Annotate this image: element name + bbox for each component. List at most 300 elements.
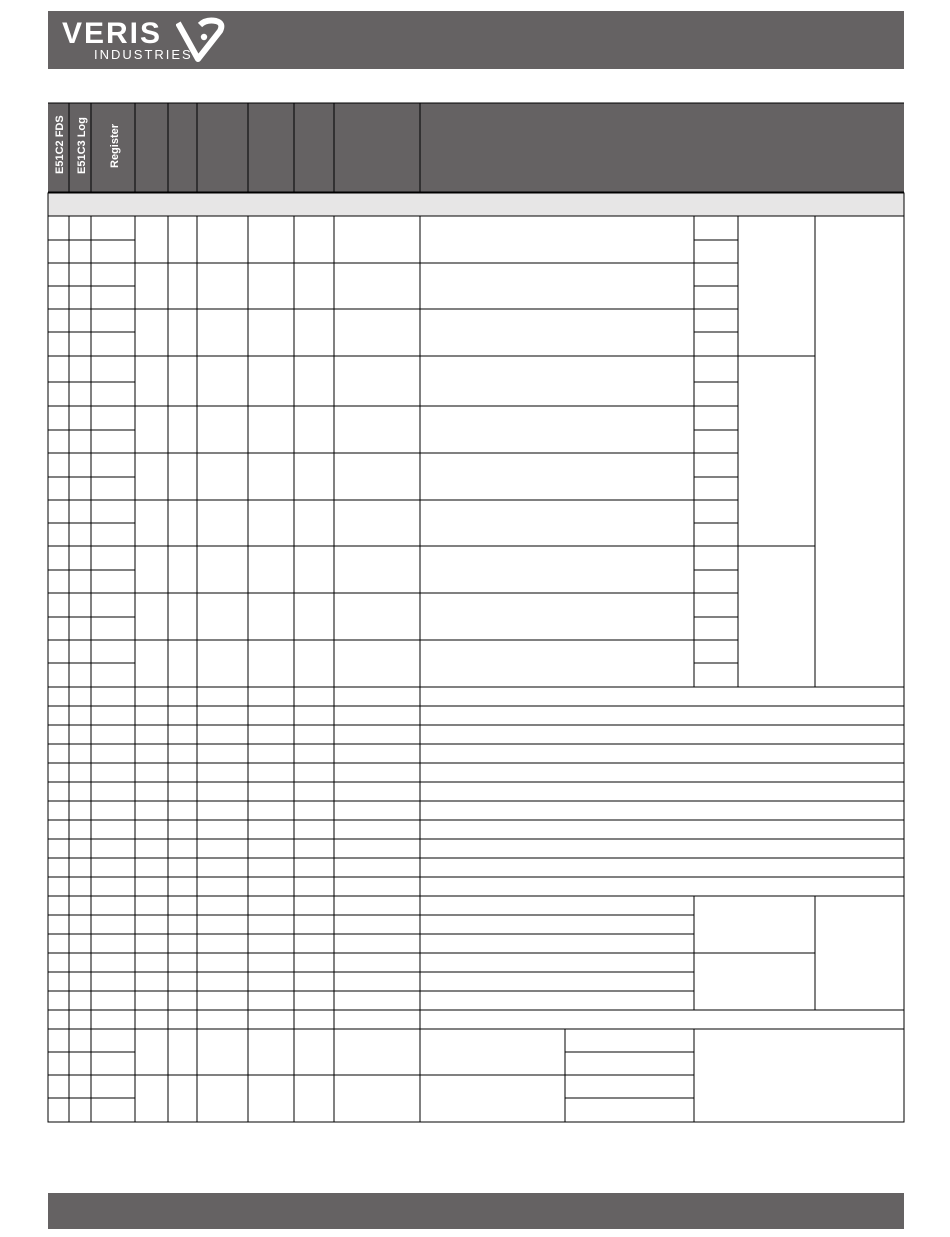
table-cell	[694, 523, 738, 546]
table-cell	[48, 915, 69, 934]
table-cell	[294, 801, 334, 820]
table-cell	[294, 991, 334, 1010]
table-cell	[69, 382, 91, 406]
table-cell	[48, 1010, 69, 1029]
table-cell	[69, 763, 91, 782]
table-cell	[334, 356, 420, 406]
group-cell	[694, 953, 815, 1010]
table-cell	[135, 406, 168, 453]
table-cell	[248, 1029, 294, 1075]
table-cell	[91, 687, 135, 706]
table-cell	[334, 972, 420, 991]
table-cell	[248, 406, 294, 453]
table-cell	[334, 801, 420, 820]
table-cell	[694, 453, 738, 477]
table-cell	[248, 453, 294, 500]
table-cell	[248, 839, 294, 858]
table-cell	[197, 896, 248, 915]
table-cell	[168, 1075, 197, 1122]
table-cell	[197, 356, 248, 406]
table-cell	[420, 216, 694, 263]
table-cell	[694, 430, 738, 453]
table-cell	[294, 972, 334, 991]
table-cell	[248, 953, 294, 972]
table-cell	[69, 953, 91, 972]
table-cell	[197, 801, 248, 820]
table-cell	[168, 263, 197, 309]
table-cell	[420, 406, 694, 453]
table-cell	[248, 782, 294, 801]
table-cell	[248, 500, 294, 546]
table-cell	[48, 593, 69, 617]
table-cell	[420, 500, 694, 546]
column-header-e51c2-fds: E51C2 FDS	[54, 115, 66, 174]
table-cell	[48, 877, 69, 896]
table-cell	[294, 725, 334, 744]
table-cell	[248, 991, 294, 1010]
table-cell	[168, 593, 197, 640]
table-cell	[69, 663, 91, 687]
table-cell	[91, 500, 135, 523]
table-cell	[168, 453, 197, 500]
table-cell	[168, 640, 197, 687]
table-cell	[69, 1052, 91, 1075]
table-cell	[135, 216, 168, 263]
table-cell	[48, 953, 69, 972]
table-cell	[334, 706, 420, 725]
table-cell	[420, 782, 904, 801]
table-cell	[197, 820, 248, 839]
table-cell	[197, 1029, 248, 1075]
table-cell	[48, 546, 69, 570]
table-cell	[197, 782, 248, 801]
table-cell	[294, 896, 334, 915]
table-cell	[248, 263, 294, 309]
table-cell	[694, 332, 738, 356]
table-cell	[91, 744, 135, 763]
table-cell	[334, 877, 420, 896]
table-cell	[168, 915, 197, 934]
table-cell	[135, 934, 168, 953]
table-cell	[294, 858, 334, 877]
table-cell	[69, 706, 91, 725]
table-cell	[91, 934, 135, 953]
table-cell	[135, 1010, 168, 1029]
table-cell	[420, 744, 904, 763]
table-cell	[48, 991, 69, 1010]
table-cell	[135, 546, 168, 593]
table-cell	[294, 839, 334, 858]
table-cell	[694, 617, 738, 640]
table-cell	[69, 877, 91, 896]
table-cell	[91, 286, 135, 309]
table-cell	[69, 453, 91, 477]
table-cell	[694, 216, 738, 240]
table-cell	[248, 896, 294, 915]
table-cell	[48, 725, 69, 744]
table-cell	[420, 839, 904, 858]
table-cell	[197, 744, 248, 763]
table-cell	[420, 972, 694, 991]
table-cell	[694, 406, 738, 430]
table-cell	[48, 763, 69, 782]
logo-subtitle: INDUSTRIES	[94, 47, 193, 62]
table-cell	[420, 1010, 904, 1029]
section-header-row	[48, 193, 904, 216]
table-cell	[420, 725, 904, 744]
table-cell	[48, 216, 69, 240]
table-cell	[197, 858, 248, 877]
table-cell	[197, 593, 248, 640]
table-cell	[91, 309, 135, 332]
group-cell	[694, 896, 815, 953]
table-cell	[420, 896, 694, 915]
table-cell	[334, 1075, 420, 1122]
table-cell	[248, 356, 294, 406]
table-cell	[334, 858, 420, 877]
table-cell	[168, 744, 197, 763]
table-cell	[69, 640, 91, 663]
table-cell	[135, 356, 168, 406]
header-labels	[54, 115, 121, 174]
table-cell	[248, 1010, 294, 1029]
table-cell	[197, 706, 248, 725]
table-cell	[248, 725, 294, 744]
table-cell	[48, 406, 69, 430]
table-cell	[248, 801, 294, 820]
table-cell	[197, 877, 248, 896]
table-cell	[294, 546, 334, 593]
table-cell	[168, 356, 197, 406]
table-cell	[135, 725, 168, 744]
table-cell	[694, 477, 738, 500]
table-cell	[91, 523, 135, 546]
table-cell	[694, 546, 738, 570]
table-cell	[334, 763, 420, 782]
table-cell	[91, 1075, 135, 1098]
table-cell	[91, 263, 135, 286]
table-cell	[91, 858, 135, 877]
table-cell	[694, 309, 738, 332]
table-cell	[91, 546, 135, 570]
table-cell	[48, 500, 69, 523]
table-cell	[694, 500, 738, 523]
table-cell	[334, 820, 420, 839]
table-cell	[135, 593, 168, 640]
table-cell	[69, 934, 91, 953]
table-cell	[197, 687, 248, 706]
table-cell	[69, 240, 91, 263]
table-cell	[69, 309, 91, 332]
table-cell	[565, 1029, 694, 1052]
table-cell	[91, 430, 135, 453]
table-cell	[69, 896, 91, 915]
table-cell	[565, 1052, 694, 1075]
table-cell	[420, 953, 694, 972]
table-cell	[420, 1075, 565, 1122]
table-cell	[91, 782, 135, 801]
group-cell	[815, 896, 904, 1010]
table-cell	[334, 406, 420, 453]
table-cell	[168, 839, 197, 858]
group-cell	[738, 546, 815, 687]
table-cell	[91, 663, 135, 687]
table-cell	[135, 706, 168, 725]
table-cell	[197, 934, 248, 953]
table-cell	[69, 430, 91, 453]
table-cell	[135, 972, 168, 991]
table-cell	[334, 934, 420, 953]
table-cell	[694, 593, 738, 617]
table-cell	[48, 309, 69, 332]
column-header-register: Register	[109, 123, 121, 168]
table-cell	[420, 820, 904, 839]
table-cell	[48, 744, 69, 763]
table-cell	[69, 523, 91, 546]
table-cell	[248, 877, 294, 896]
table-cell	[91, 406, 135, 430]
table-header-background	[48, 103, 904, 192]
table-cell	[294, 216, 334, 263]
table-cell	[135, 896, 168, 915]
table-cell	[91, 453, 135, 477]
table-cell	[48, 356, 69, 382]
table-cell	[565, 1075, 694, 1098]
table-cell	[48, 332, 69, 356]
table-cell	[135, 801, 168, 820]
table-cell	[91, 839, 135, 858]
table-cell	[248, 687, 294, 706]
table-cell	[420, 309, 694, 356]
table-cell	[91, 617, 135, 640]
table-cell	[48, 858, 69, 877]
table-cell	[135, 687, 168, 706]
table-cell	[197, 453, 248, 500]
table-cell	[91, 640, 135, 663]
table-cell	[48, 453, 69, 477]
table-cell	[91, 953, 135, 972]
table-cell	[694, 382, 738, 406]
table-cell	[135, 309, 168, 356]
table-cell	[69, 1010, 91, 1029]
table-cell	[248, 593, 294, 640]
table-cell	[69, 1098, 91, 1122]
table-cell	[294, 640, 334, 687]
table-cell	[91, 725, 135, 744]
table-cell	[334, 216, 420, 263]
table-cell	[294, 500, 334, 546]
table-cell	[334, 309, 420, 356]
page-footer-bar	[48, 1193, 904, 1229]
table-cell	[694, 263, 738, 286]
table-cell	[420, 763, 904, 782]
table-cell	[91, 1098, 135, 1122]
group-cell	[694, 1029, 904, 1122]
table-cell	[135, 500, 168, 546]
table-cell	[294, 1029, 334, 1075]
table-cell	[334, 1010, 420, 1029]
table-cell	[69, 332, 91, 356]
table-cell	[420, 356, 694, 406]
table-cell	[248, 763, 294, 782]
table-cell	[69, 500, 91, 523]
table-cell	[248, 1075, 294, 1122]
table-cell	[294, 309, 334, 356]
table-cell	[420, 263, 694, 309]
table-cell	[248, 706, 294, 725]
table-cell	[168, 934, 197, 953]
table-cell	[168, 991, 197, 1010]
table-cell	[294, 593, 334, 640]
table-cell	[91, 240, 135, 263]
table-cell	[135, 1075, 168, 1122]
table-cell	[294, 820, 334, 839]
table-cell	[91, 570, 135, 593]
table-cell	[69, 972, 91, 991]
table-cell	[334, 725, 420, 744]
table-cell	[294, 934, 334, 953]
table-cell	[334, 915, 420, 934]
table-cell	[248, 972, 294, 991]
group-cell	[815, 216, 904, 687]
table-cell	[135, 1029, 168, 1075]
table-cell	[69, 593, 91, 617]
table-cell	[168, 877, 197, 896]
table-cell	[168, 216, 197, 263]
table-cell	[420, 858, 904, 877]
table-cell	[248, 216, 294, 263]
table-cell	[48, 263, 69, 286]
table-cell	[91, 1052, 135, 1075]
table-cell	[69, 216, 91, 240]
table-cell	[91, 801, 135, 820]
table-cell	[168, 896, 197, 915]
table-cell	[334, 453, 420, 500]
table-cell	[168, 820, 197, 839]
group-cell	[738, 356, 815, 546]
table-cell	[294, 763, 334, 782]
table-cell	[334, 744, 420, 763]
table-cell	[168, 706, 197, 725]
table-cell	[48, 286, 69, 309]
table-cell	[197, 309, 248, 356]
table-cell	[197, 991, 248, 1010]
table-cell	[48, 523, 69, 546]
table-cell	[420, 801, 904, 820]
table-cell	[69, 1029, 91, 1052]
table-cell	[168, 687, 197, 706]
table-cell	[48, 1029, 69, 1052]
table-cell	[197, 406, 248, 453]
table-cell	[91, 877, 135, 896]
table-cell	[69, 839, 91, 858]
table-cell	[197, 263, 248, 309]
table-cell	[294, 1075, 334, 1122]
table-cell	[294, 1010, 334, 1029]
table-cell	[294, 782, 334, 801]
table-cell	[48, 477, 69, 500]
table-cell	[694, 640, 738, 663]
table-cell	[197, 972, 248, 991]
table-cell	[135, 763, 168, 782]
table-cell	[420, 991, 694, 1010]
table-cell	[135, 453, 168, 500]
table-cell	[197, 725, 248, 744]
table-cell	[248, 546, 294, 593]
table-cell	[197, 1075, 248, 1122]
table-cell	[48, 617, 69, 640]
table-cell	[168, 406, 197, 453]
table-cell	[48, 934, 69, 953]
table-cell	[135, 263, 168, 309]
table-cell	[69, 687, 91, 706]
table-cell	[334, 640, 420, 687]
table-cell	[69, 546, 91, 570]
table-cell	[334, 263, 420, 309]
table-cell	[168, 858, 197, 877]
table-cell	[91, 972, 135, 991]
table-cell	[135, 953, 168, 972]
table-cell	[248, 640, 294, 687]
table-cell	[48, 1075, 69, 1098]
table-cell	[91, 763, 135, 782]
table-cell	[294, 356, 334, 406]
table-cell	[69, 858, 91, 877]
table-cell	[69, 915, 91, 934]
table-cell	[334, 593, 420, 640]
table-cell	[91, 356, 135, 382]
table-cell	[48, 1052, 69, 1075]
table-cell	[168, 763, 197, 782]
table-cell	[91, 593, 135, 617]
table-cell	[69, 263, 91, 286]
table-cell	[197, 640, 248, 687]
table-cell	[48, 430, 69, 453]
table-cell	[168, 725, 197, 744]
table-cell	[248, 934, 294, 953]
table-cell	[69, 991, 91, 1010]
table-cell	[69, 286, 91, 309]
group-cell	[738, 216, 815, 356]
table-cell	[294, 877, 334, 896]
table-cell	[334, 687, 420, 706]
table-cell	[248, 915, 294, 934]
table-cell	[48, 1098, 69, 1122]
table-cell	[334, 500, 420, 546]
table-cell	[565, 1098, 694, 1122]
table-cell	[197, 839, 248, 858]
table-cell	[48, 896, 69, 915]
table-cell	[168, 309, 197, 356]
table-cell	[48, 820, 69, 839]
table-cell	[91, 216, 135, 240]
table-cell	[168, 953, 197, 972]
table-cell	[48, 706, 69, 725]
table-cell	[420, 915, 694, 934]
table-cell	[294, 953, 334, 972]
table-cell	[91, 896, 135, 915]
table-cell	[69, 782, 91, 801]
table-cell	[334, 896, 420, 915]
table-cell	[294, 263, 334, 309]
table-cell	[135, 782, 168, 801]
table-cell	[48, 640, 69, 663]
table-cell	[420, 1029, 565, 1075]
table-cell	[197, 953, 248, 972]
table-cell	[69, 477, 91, 500]
table-cell	[135, 820, 168, 839]
table-cell	[135, 839, 168, 858]
